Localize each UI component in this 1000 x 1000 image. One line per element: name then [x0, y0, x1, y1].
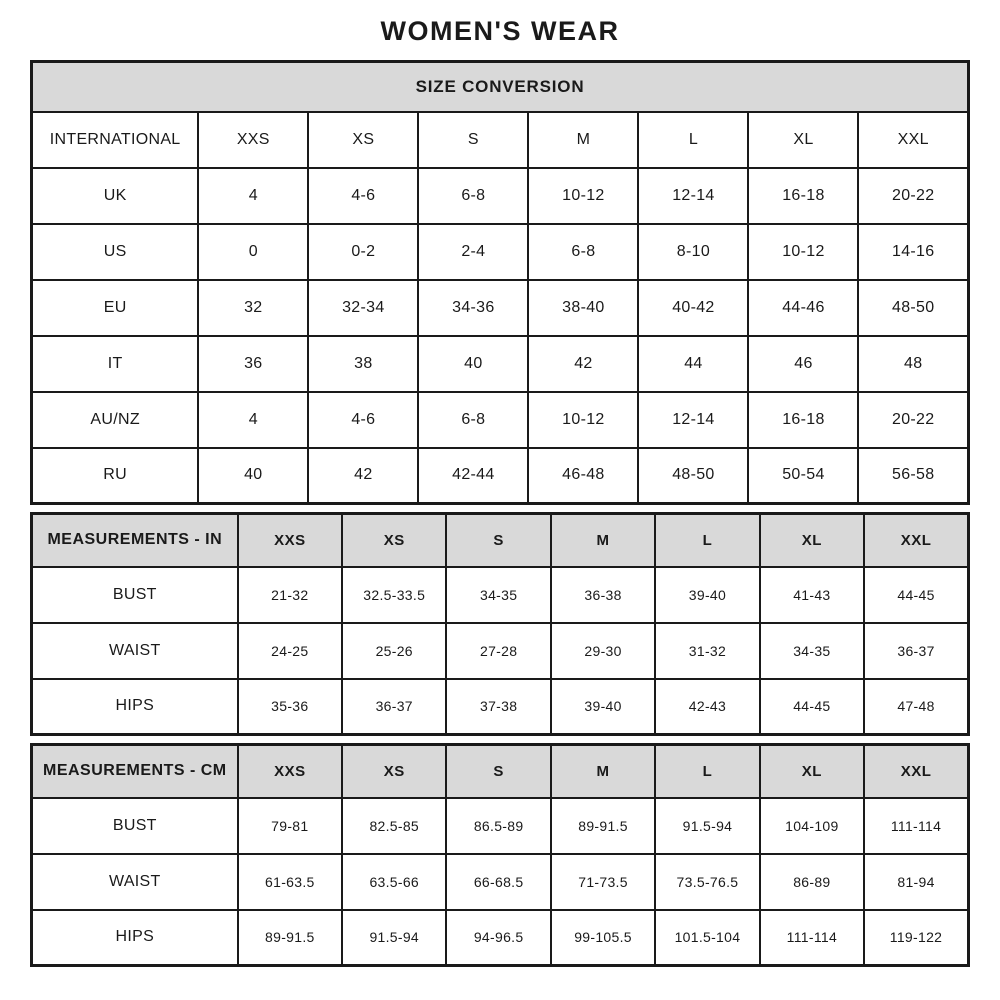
- cell: 50-54: [748, 448, 858, 504]
- row-label: HIPS: [32, 679, 238, 735]
- column-header-international: INTERNATIONAL: [32, 112, 199, 168]
- cell: 8-10: [638, 224, 748, 280]
- cell: 101.5-104: [655, 910, 759, 966]
- cell: 31-32: [655, 623, 759, 679]
- cell: 4-6: [308, 392, 418, 448]
- row-label: BUST: [32, 798, 238, 854]
- table-row-it: [32, 336, 969, 392]
- size-conversion-table: [30, 60, 970, 505]
- cell: 34-35: [446, 567, 550, 623]
- cell: 111-114: [864, 798, 968, 854]
- cell: 79-81: [238, 798, 342, 854]
- cell: 81-94: [864, 854, 968, 910]
- cell: 0: [198, 224, 308, 280]
- column-header-xs: XS: [308, 112, 418, 168]
- cell: 32.5-33.5: [342, 567, 446, 623]
- row-label: EU: [32, 280, 199, 336]
- cell: 6-8: [418, 168, 528, 224]
- cell: 12-14: [638, 168, 748, 224]
- row-label: IT: [32, 336, 199, 392]
- measurements-in-table: [30, 512, 970, 736]
- cell: 86.5-89: [446, 798, 550, 854]
- cell: 91.5-94: [342, 910, 446, 966]
- cell: 20-22: [858, 168, 968, 224]
- row-label: WAIST: [32, 623, 238, 679]
- cell: 16-18: [748, 168, 858, 224]
- cell: 44: [638, 336, 748, 392]
- cell: 40: [418, 336, 528, 392]
- table-header-row: [32, 745, 969, 798]
- cell: 39-40: [551, 679, 655, 735]
- cell: 6-8: [528, 224, 638, 280]
- column-header-s: S: [418, 112, 528, 168]
- table-header-row: [32, 514, 969, 567]
- column-header-xl: XL: [748, 112, 858, 168]
- cell: 38-40: [528, 280, 638, 336]
- table-row-hips: [32, 679, 969, 735]
- cell: 35-36: [238, 679, 342, 735]
- cell: 20-22: [858, 392, 968, 448]
- cell: 42-43: [655, 679, 759, 735]
- cell: 42-44: [418, 448, 528, 504]
- row-label: WAIST: [32, 854, 238, 910]
- table-header-row: [32, 112, 969, 168]
- cell: 91.5-94: [655, 798, 759, 854]
- column-header-xxs: XXS: [238, 745, 342, 798]
- cell: 44-45: [864, 567, 968, 623]
- cell: 4: [198, 392, 308, 448]
- table-row-us: [32, 224, 969, 280]
- cell: 89-91.5: [551, 798, 655, 854]
- cell: 46-48: [528, 448, 638, 504]
- cell: 4-6: [308, 168, 418, 224]
- row-label: AU/NZ: [32, 392, 199, 448]
- table-row-uk: [32, 168, 969, 224]
- column-header-l: L: [655, 514, 759, 567]
- cell: 39-40: [655, 567, 759, 623]
- row-label: US: [32, 224, 199, 280]
- row-label: HIPS: [32, 910, 238, 966]
- cell: 48-50: [638, 448, 748, 504]
- cell: 34-35: [760, 623, 864, 679]
- column-header-l: L: [638, 112, 748, 168]
- cell: 42: [528, 336, 638, 392]
- column-header-xxs: XXS: [238, 514, 342, 567]
- cell: 36: [198, 336, 308, 392]
- cell: 16-18: [748, 392, 858, 448]
- cell: 48-50: [858, 280, 968, 336]
- page-title: WOMEN'S WEAR: [380, 16, 620, 46]
- cell: 36-37: [864, 623, 968, 679]
- cell: 119-122: [864, 910, 968, 966]
- cell: 71-73.5: [551, 854, 655, 910]
- cell: 46: [748, 336, 858, 392]
- measurements-cm-header: MEASUREMENTS - CM: [32, 745, 238, 798]
- cell: 6-8: [418, 392, 528, 448]
- table-band-row: [32, 62, 969, 112]
- cell: 32: [198, 280, 308, 336]
- cell: 94-96.5: [446, 910, 550, 966]
- cell: 41-43: [760, 567, 864, 623]
- column-header-m: M: [551, 745, 655, 798]
- cell: 40-42: [638, 280, 748, 336]
- cell: 48: [858, 336, 968, 392]
- column-header-xxs: XXS: [198, 112, 308, 168]
- column-header-xl: XL: [760, 514, 864, 567]
- cell: 56-58: [858, 448, 968, 504]
- cell: 42: [308, 448, 418, 504]
- cell: 66-68.5: [446, 854, 550, 910]
- column-header-xxl: XXL: [858, 112, 968, 168]
- column-header-xxl: XXL: [864, 514, 968, 567]
- cell: 21-32: [238, 567, 342, 623]
- column-header-l: L: [655, 745, 759, 798]
- table-row-waist: [32, 623, 969, 679]
- cell: 38: [308, 336, 418, 392]
- cell: 99-105.5: [551, 910, 655, 966]
- cell: 63.5-66: [342, 854, 446, 910]
- cell: 36-38: [551, 567, 655, 623]
- column-header-xxl: XXL: [864, 745, 968, 798]
- cell: 29-30: [551, 623, 655, 679]
- cell: 34-36: [418, 280, 528, 336]
- row-label: BUST: [32, 567, 238, 623]
- column-header-s: S: [446, 514, 550, 567]
- cell: 24-25: [238, 623, 342, 679]
- cell: 73.5-76.5: [655, 854, 759, 910]
- table-row-bust: [32, 567, 969, 623]
- column-header-s: S: [446, 745, 550, 798]
- cell: 111-114: [760, 910, 864, 966]
- cell: 27-28: [446, 623, 550, 679]
- row-label: UK: [32, 168, 199, 224]
- cell: 44-45: [760, 679, 864, 735]
- table-row-bust: [32, 798, 969, 854]
- table-row-aunz: [32, 392, 969, 448]
- row-label: RU: [32, 448, 199, 504]
- column-header-xl: XL: [760, 745, 864, 798]
- cell: 104-109: [760, 798, 864, 854]
- cell: 0-2: [308, 224, 418, 280]
- cell: 86-89: [760, 854, 864, 910]
- table-row-hips: [32, 910, 969, 966]
- cell: 2-4: [418, 224, 528, 280]
- table-row-ru: [32, 448, 969, 504]
- cell: 10-12: [528, 392, 638, 448]
- measurements-cm-table: [30, 743, 970, 967]
- column-header-m: M: [551, 514, 655, 567]
- cell: 37-38: [446, 679, 550, 735]
- column-header-xs: XS: [342, 514, 446, 567]
- column-header-xs: XS: [342, 745, 446, 798]
- cell: 14-16: [858, 224, 968, 280]
- table-row-eu: [32, 280, 969, 336]
- cell: 10-12: [748, 224, 858, 280]
- cell: 44-46: [748, 280, 858, 336]
- table-row-waist: [32, 854, 969, 910]
- cell: 36-37: [342, 679, 446, 735]
- cell: 4: [198, 168, 308, 224]
- column-header-m: M: [528, 112, 638, 168]
- cell: 82.5-85: [342, 798, 446, 854]
- cell: 40: [198, 448, 308, 504]
- measurements-in-header: MEASUREMENTS - IN: [32, 514, 238, 567]
- cell: 47-48: [864, 679, 968, 735]
- cell: 32-34: [308, 280, 418, 336]
- cell: 61-63.5: [238, 854, 342, 910]
- size-conversion-header: SIZE CONVERSION: [32, 62, 969, 112]
- cell: 89-91.5: [238, 910, 342, 966]
- cell: 25-26: [342, 623, 446, 679]
- cell: 10-12: [528, 168, 638, 224]
- cell: 12-14: [638, 392, 748, 448]
